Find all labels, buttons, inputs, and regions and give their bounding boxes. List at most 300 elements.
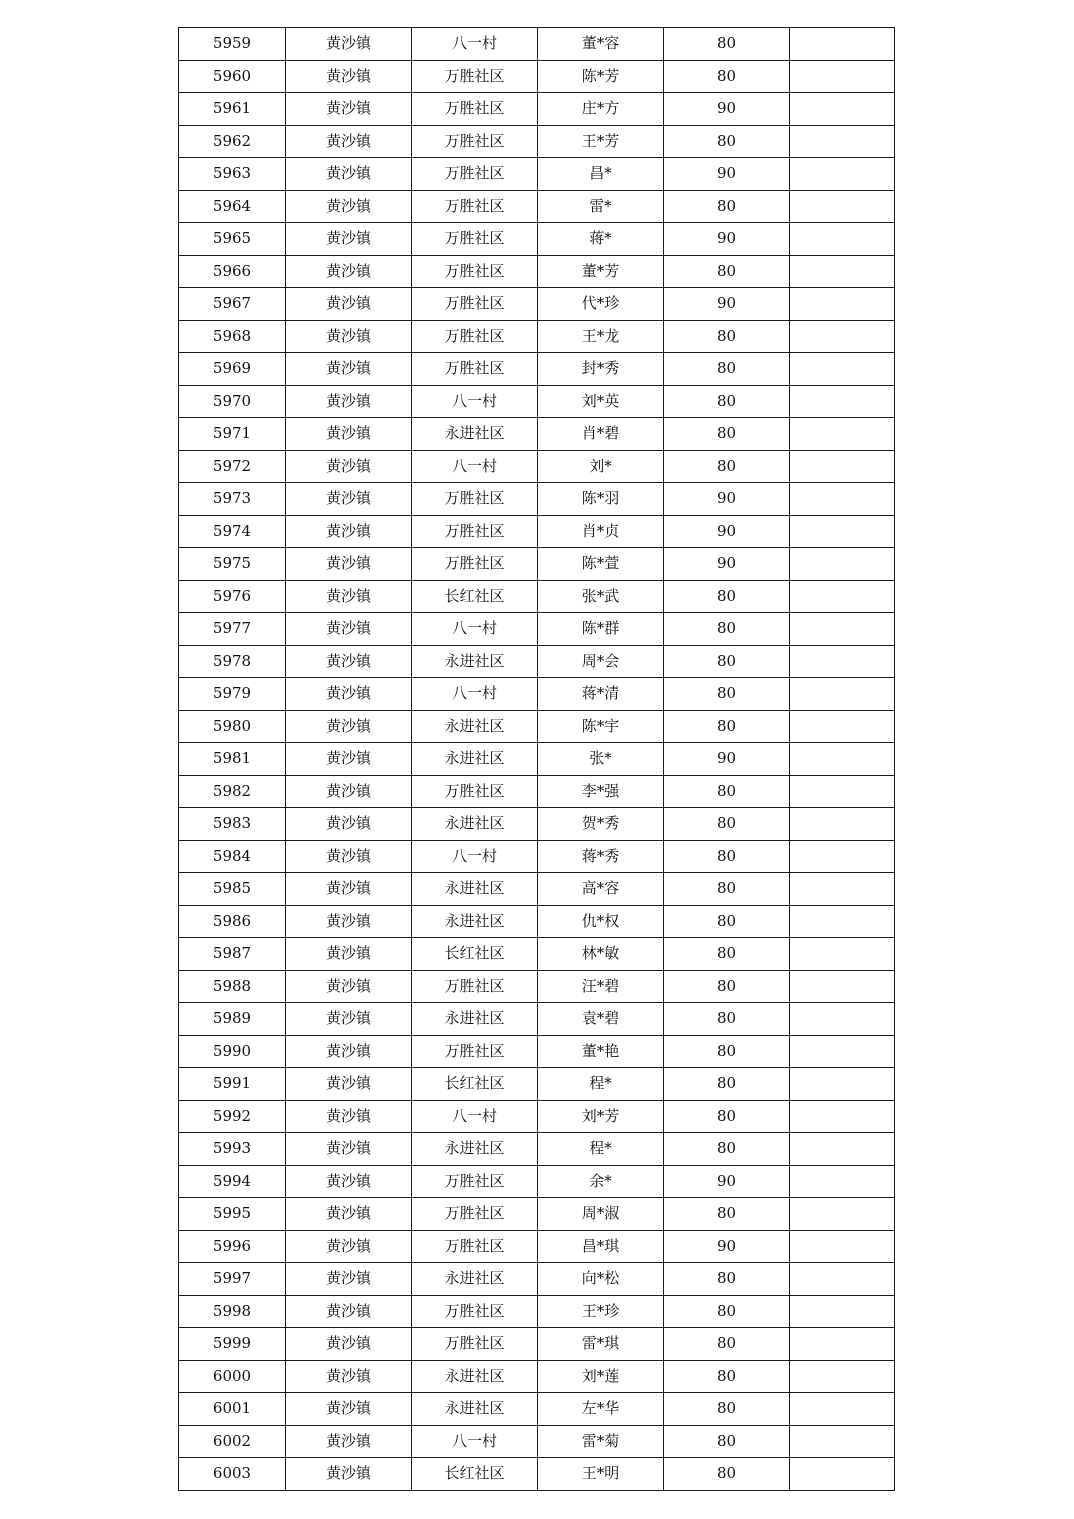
amount-cell: 80 bbox=[664, 60, 790, 93]
amount-cell: 80 bbox=[664, 320, 790, 353]
person-name-cell: 庄*方 bbox=[538, 93, 664, 126]
serial-number-cell: 5989 bbox=[179, 1003, 286, 1036]
amount-cell: 80 bbox=[664, 450, 790, 483]
table-row bbox=[179, 775, 895, 808]
person-name-cell: 左*华 bbox=[538, 1393, 664, 1426]
table-row bbox=[179, 1035, 895, 1068]
amount-cell: 80 bbox=[664, 613, 790, 646]
town-cell: 黄沙镇 bbox=[286, 775, 412, 808]
village-cell: 万胜社区 bbox=[412, 548, 538, 581]
person-name-cell: 陈*宇 bbox=[538, 710, 664, 743]
note-cell bbox=[790, 938, 895, 971]
serial-number-cell: 5963 bbox=[179, 158, 286, 191]
amount-cell: 90 bbox=[664, 743, 790, 776]
village-cell: 万胜社区 bbox=[412, 1165, 538, 1198]
town-cell: 黄沙镇 bbox=[286, 93, 412, 126]
town-cell: 黄沙镇 bbox=[286, 320, 412, 353]
town-cell: 黄沙镇 bbox=[286, 1230, 412, 1263]
table-row bbox=[179, 483, 895, 516]
amount-cell: 80 bbox=[664, 1295, 790, 1328]
village-cell: 万胜社区 bbox=[412, 288, 538, 321]
person-name-cell: 昌*琪 bbox=[538, 1230, 664, 1263]
town-cell: 黄沙镇 bbox=[286, 580, 412, 613]
serial-number-cell: 6002 bbox=[179, 1425, 286, 1458]
town-cell: 黄沙镇 bbox=[286, 548, 412, 581]
amount-cell: 80 bbox=[664, 645, 790, 678]
person-name-cell: 雷*菊 bbox=[538, 1425, 664, 1458]
person-name-cell: 昌* bbox=[538, 158, 664, 191]
table-row bbox=[179, 743, 895, 776]
serial-number-cell: 6003 bbox=[179, 1458, 286, 1491]
amount-cell: 80 bbox=[664, 580, 790, 613]
village-cell: 万胜社区 bbox=[412, 158, 538, 191]
serial-number-cell: 5999 bbox=[179, 1328, 286, 1361]
person-name-cell: 雷* bbox=[538, 190, 664, 223]
serial-number-cell: 5965 bbox=[179, 223, 286, 256]
serial-number-cell: 5995 bbox=[179, 1198, 286, 1231]
person-name-cell: 王*珍 bbox=[538, 1295, 664, 1328]
table-row bbox=[179, 418, 895, 451]
village-cell: 万胜社区 bbox=[412, 255, 538, 288]
person-name-cell: 袁*碧 bbox=[538, 1003, 664, 1036]
table-row bbox=[179, 580, 895, 613]
town-cell: 黄沙镇 bbox=[286, 1263, 412, 1296]
person-name-cell: 汪*碧 bbox=[538, 970, 664, 1003]
person-name-cell: 肖*贞 bbox=[538, 515, 664, 548]
roster-table bbox=[178, 27, 895, 1491]
village-cell: 八一村 bbox=[412, 450, 538, 483]
note-cell bbox=[790, 1263, 895, 1296]
village-cell: 永进社区 bbox=[412, 905, 538, 938]
table-row bbox=[179, 808, 895, 841]
person-name-cell: 陈*芳 bbox=[538, 60, 664, 93]
amount-cell: 80 bbox=[664, 970, 790, 1003]
serial-number-cell: 5979 bbox=[179, 678, 286, 711]
amount-cell: 90 bbox=[664, 288, 790, 321]
serial-number-cell: 5973 bbox=[179, 483, 286, 516]
note-cell bbox=[790, 678, 895, 711]
note-cell bbox=[790, 840, 895, 873]
note-cell bbox=[790, 1133, 895, 1166]
serial-number-cell: 5987 bbox=[179, 938, 286, 971]
table-row bbox=[179, 1003, 895, 1036]
serial-number-cell: 5975 bbox=[179, 548, 286, 581]
table-row bbox=[179, 255, 895, 288]
person-name-cell: 董*芳 bbox=[538, 255, 664, 288]
amount-cell: 80 bbox=[664, 190, 790, 223]
table-row bbox=[179, 158, 895, 191]
amount-cell: 90 bbox=[664, 158, 790, 191]
town-cell: 黄沙镇 bbox=[286, 223, 412, 256]
person-name-cell: 肖*碧 bbox=[538, 418, 664, 451]
roster-table-body bbox=[179, 28, 895, 1491]
village-cell: 永进社区 bbox=[412, 710, 538, 743]
table-row bbox=[179, 60, 895, 93]
person-name-cell: 程* bbox=[538, 1133, 664, 1166]
amount-cell: 80 bbox=[664, 385, 790, 418]
amount-cell: 80 bbox=[664, 938, 790, 971]
note-cell bbox=[790, 1198, 895, 1231]
amount-cell: 80 bbox=[664, 1458, 790, 1491]
amount-cell: 80 bbox=[664, 255, 790, 288]
serial-number-cell: 5960 bbox=[179, 60, 286, 93]
person-name-cell: 高*容 bbox=[538, 873, 664, 906]
person-name-cell: 周*淑 bbox=[538, 1198, 664, 1231]
amount-cell: 80 bbox=[664, 1100, 790, 1133]
town-cell: 黄沙镇 bbox=[286, 158, 412, 191]
person-name-cell: 周*会 bbox=[538, 645, 664, 678]
serial-number-cell: 5974 bbox=[179, 515, 286, 548]
town-cell: 黄沙镇 bbox=[286, 1295, 412, 1328]
table-row bbox=[179, 873, 895, 906]
table-row bbox=[179, 1230, 895, 1263]
town-cell: 黄沙镇 bbox=[286, 1425, 412, 1458]
serial-number-cell: 5964 bbox=[179, 190, 286, 223]
serial-number-cell: 5966 bbox=[179, 255, 286, 288]
village-cell: 长红社区 bbox=[412, 1458, 538, 1491]
serial-number-cell: 5990 bbox=[179, 1035, 286, 1068]
person-name-cell: 雷*琪 bbox=[538, 1328, 664, 1361]
table-row bbox=[179, 1198, 895, 1231]
town-cell: 黄沙镇 bbox=[286, 1100, 412, 1133]
person-name-cell: 陈*群 bbox=[538, 613, 664, 646]
town-cell: 黄沙镇 bbox=[286, 938, 412, 971]
village-cell: 万胜社区 bbox=[412, 515, 538, 548]
town-cell: 黄沙镇 bbox=[286, 288, 412, 321]
person-name-cell: 张* bbox=[538, 743, 664, 776]
amount-cell: 80 bbox=[664, 1328, 790, 1361]
person-name-cell: 程* bbox=[538, 1068, 664, 1101]
table-row bbox=[179, 93, 895, 126]
amount-cell: 80 bbox=[664, 840, 790, 873]
serial-number-cell: 5961 bbox=[179, 93, 286, 126]
note-cell bbox=[790, 1295, 895, 1328]
town-cell: 黄沙镇 bbox=[286, 678, 412, 711]
village-cell: 永进社区 bbox=[412, 1393, 538, 1426]
serial-number-cell: 5983 bbox=[179, 808, 286, 841]
village-cell: 万胜社区 bbox=[412, 125, 538, 158]
village-cell: 万胜社区 bbox=[412, 1198, 538, 1231]
village-cell: 八一村 bbox=[412, 1425, 538, 1458]
table-row bbox=[179, 125, 895, 158]
village-cell: 万胜社区 bbox=[412, 1230, 538, 1263]
town-cell: 黄沙镇 bbox=[286, 255, 412, 288]
town-cell: 黄沙镇 bbox=[286, 125, 412, 158]
town-cell: 黄沙镇 bbox=[286, 353, 412, 386]
note-cell bbox=[790, 1425, 895, 1458]
town-cell: 黄沙镇 bbox=[286, 190, 412, 223]
table-row bbox=[179, 190, 895, 223]
table-row bbox=[179, 613, 895, 646]
serial-number-cell: 6001 bbox=[179, 1393, 286, 1426]
serial-number-cell: 5994 bbox=[179, 1165, 286, 1198]
town-cell: 黄沙镇 bbox=[286, 1165, 412, 1198]
person-name-cell: 陈*萱 bbox=[538, 548, 664, 581]
serial-number-cell: 5967 bbox=[179, 288, 286, 321]
amount-cell: 80 bbox=[664, 1133, 790, 1166]
village-cell: 八一村 bbox=[412, 613, 538, 646]
note-cell bbox=[790, 905, 895, 938]
note-cell bbox=[790, 970, 895, 1003]
serial-number-cell: 5978 bbox=[179, 645, 286, 678]
table-row bbox=[179, 450, 895, 483]
village-cell: 永进社区 bbox=[412, 1133, 538, 1166]
town-cell: 黄沙镇 bbox=[286, 905, 412, 938]
village-cell: 永进社区 bbox=[412, 873, 538, 906]
amount-cell: 80 bbox=[664, 1198, 790, 1231]
town-cell: 黄沙镇 bbox=[286, 1133, 412, 1166]
note-cell bbox=[790, 548, 895, 581]
table-row bbox=[179, 678, 895, 711]
village-cell: 万胜社区 bbox=[412, 190, 538, 223]
village-cell: 万胜社区 bbox=[412, 320, 538, 353]
serial-number-cell: 6000 bbox=[179, 1360, 286, 1393]
amount-cell: 80 bbox=[664, 1003, 790, 1036]
town-cell: 黄沙镇 bbox=[286, 1035, 412, 1068]
serial-number-cell: 5976 bbox=[179, 580, 286, 613]
note-cell bbox=[790, 1360, 895, 1393]
amount-cell: 80 bbox=[664, 353, 790, 386]
table-row bbox=[179, 288, 895, 321]
table-row bbox=[179, 970, 895, 1003]
town-cell: 黄沙镇 bbox=[286, 840, 412, 873]
table-row bbox=[179, 515, 895, 548]
village-cell: 八一村 bbox=[412, 840, 538, 873]
town-cell: 黄沙镇 bbox=[286, 1068, 412, 1101]
person-name-cell: 林*敏 bbox=[538, 938, 664, 971]
note-cell bbox=[790, 223, 895, 256]
serial-number-cell: 5982 bbox=[179, 775, 286, 808]
serial-number-cell: 5969 bbox=[179, 353, 286, 386]
serial-number-cell: 5998 bbox=[179, 1295, 286, 1328]
amount-cell: 80 bbox=[664, 1360, 790, 1393]
person-name-cell: 蒋*秀 bbox=[538, 840, 664, 873]
village-cell: 永进社区 bbox=[412, 1003, 538, 1036]
amount-cell: 80 bbox=[664, 1393, 790, 1426]
person-name-cell: 代*珍 bbox=[538, 288, 664, 321]
table-row bbox=[179, 353, 895, 386]
town-cell: 黄沙镇 bbox=[286, 385, 412, 418]
table-row bbox=[179, 1100, 895, 1133]
person-name-cell: 余* bbox=[538, 1165, 664, 1198]
amount-cell: 90 bbox=[664, 483, 790, 516]
serial-number-cell: 5959 bbox=[179, 28, 286, 61]
town-cell: 黄沙镇 bbox=[286, 483, 412, 516]
table-row bbox=[179, 28, 895, 61]
person-name-cell: 封*秀 bbox=[538, 353, 664, 386]
town-cell: 黄沙镇 bbox=[286, 1198, 412, 1231]
note-cell bbox=[790, 1230, 895, 1263]
note-cell bbox=[790, 1393, 895, 1426]
town-cell: 黄沙镇 bbox=[286, 1360, 412, 1393]
note-cell bbox=[790, 93, 895, 126]
person-name-cell: 王*芳 bbox=[538, 125, 664, 158]
person-name-cell: 仇*权 bbox=[538, 905, 664, 938]
town-cell: 黄沙镇 bbox=[286, 1458, 412, 1491]
village-cell: 万胜社区 bbox=[412, 223, 538, 256]
town-cell: 黄沙镇 bbox=[286, 450, 412, 483]
village-cell: 万胜社区 bbox=[412, 970, 538, 1003]
table-row bbox=[179, 223, 895, 256]
note-cell bbox=[790, 1003, 895, 1036]
amount-cell: 80 bbox=[664, 775, 790, 808]
note-cell bbox=[790, 483, 895, 516]
person-name-cell: 蒋* bbox=[538, 223, 664, 256]
town-cell: 黄沙镇 bbox=[286, 418, 412, 451]
village-cell: 万胜社区 bbox=[412, 1035, 538, 1068]
village-cell: 长红社区 bbox=[412, 580, 538, 613]
person-name-cell: 向*松 bbox=[538, 1263, 664, 1296]
table-row bbox=[179, 645, 895, 678]
note-cell bbox=[790, 418, 895, 451]
note-cell bbox=[790, 255, 895, 288]
note-cell bbox=[790, 1458, 895, 1491]
amount-cell: 90 bbox=[664, 1230, 790, 1263]
serial-number-cell: 5962 bbox=[179, 125, 286, 158]
note-cell bbox=[790, 1100, 895, 1133]
town-cell: 黄沙镇 bbox=[286, 970, 412, 1003]
amount-cell: 80 bbox=[664, 125, 790, 158]
amount-cell: 80 bbox=[664, 28, 790, 61]
serial-number-cell: 5981 bbox=[179, 743, 286, 776]
note-cell bbox=[790, 743, 895, 776]
person-name-cell: 刘*英 bbox=[538, 385, 664, 418]
note-cell bbox=[790, 873, 895, 906]
village-cell: 永进社区 bbox=[412, 645, 538, 678]
village-cell: 长红社区 bbox=[412, 1068, 538, 1101]
village-cell: 万胜社区 bbox=[412, 1328, 538, 1361]
amount-cell: 80 bbox=[664, 808, 790, 841]
table-row bbox=[179, 1328, 895, 1361]
town-cell: 黄沙镇 bbox=[286, 1328, 412, 1361]
table-row bbox=[179, 710, 895, 743]
note-cell bbox=[790, 60, 895, 93]
amount-cell: 80 bbox=[664, 1068, 790, 1101]
serial-number-cell: 5988 bbox=[179, 970, 286, 1003]
village-cell: 八一村 bbox=[412, 1100, 538, 1133]
note-cell bbox=[790, 645, 895, 678]
town-cell: 黄沙镇 bbox=[286, 1393, 412, 1426]
serial-number-cell: 5992 bbox=[179, 1100, 286, 1133]
village-cell: 万胜社区 bbox=[412, 60, 538, 93]
town-cell: 黄沙镇 bbox=[286, 28, 412, 61]
amount-cell: 90 bbox=[664, 515, 790, 548]
person-name-cell: 陈*羽 bbox=[538, 483, 664, 516]
person-name-cell: 董*容 bbox=[538, 28, 664, 61]
amount-cell: 80 bbox=[664, 678, 790, 711]
village-cell: 永进社区 bbox=[412, 1263, 538, 1296]
town-cell: 黄沙镇 bbox=[286, 515, 412, 548]
table-row bbox=[179, 840, 895, 873]
note-cell bbox=[790, 1328, 895, 1361]
village-cell: 八一村 bbox=[412, 28, 538, 61]
table-row bbox=[179, 938, 895, 971]
table-row bbox=[179, 1165, 895, 1198]
serial-number-cell: 5972 bbox=[179, 450, 286, 483]
serial-number-cell: 5991 bbox=[179, 1068, 286, 1101]
serial-number-cell: 5996 bbox=[179, 1230, 286, 1263]
serial-number-cell: 5985 bbox=[179, 873, 286, 906]
serial-number-cell: 5984 bbox=[179, 840, 286, 873]
table-row bbox=[179, 385, 895, 418]
person-name-cell: 贺*秀 bbox=[538, 808, 664, 841]
person-name-cell: 王*龙 bbox=[538, 320, 664, 353]
note-cell bbox=[790, 775, 895, 808]
table-row bbox=[179, 905, 895, 938]
note-cell bbox=[790, 450, 895, 483]
table-row bbox=[179, 1458, 895, 1491]
amount-cell: 80 bbox=[664, 418, 790, 451]
person-name-cell: 张*武 bbox=[538, 580, 664, 613]
table-row bbox=[179, 548, 895, 581]
town-cell: 黄沙镇 bbox=[286, 60, 412, 93]
table-row bbox=[179, 1068, 895, 1101]
village-cell: 长红社区 bbox=[412, 938, 538, 971]
note-cell bbox=[790, 515, 895, 548]
person-name-cell: 刘*芳 bbox=[538, 1100, 664, 1133]
note-cell bbox=[790, 1068, 895, 1101]
amount-cell: 80 bbox=[664, 710, 790, 743]
note-cell bbox=[790, 158, 895, 191]
note-cell bbox=[790, 1165, 895, 1198]
town-cell: 黄沙镇 bbox=[286, 743, 412, 776]
table-row bbox=[179, 1425, 895, 1458]
village-cell: 永进社区 bbox=[412, 1360, 538, 1393]
table-row bbox=[179, 1263, 895, 1296]
serial-number-cell: 5997 bbox=[179, 1263, 286, 1296]
table-row bbox=[179, 320, 895, 353]
serial-number-cell: 5970 bbox=[179, 385, 286, 418]
person-name-cell: 刘*莲 bbox=[538, 1360, 664, 1393]
amount-cell: 80 bbox=[664, 873, 790, 906]
person-name-cell: 刘* bbox=[538, 450, 664, 483]
town-cell: 黄沙镇 bbox=[286, 710, 412, 743]
village-cell: 万胜社区 bbox=[412, 353, 538, 386]
note-cell bbox=[790, 580, 895, 613]
village-cell: 八一村 bbox=[412, 385, 538, 418]
serial-number-cell: 5971 bbox=[179, 418, 286, 451]
serial-number-cell: 5968 bbox=[179, 320, 286, 353]
note-cell bbox=[790, 125, 895, 158]
note-cell bbox=[790, 353, 895, 386]
town-cell: 黄沙镇 bbox=[286, 808, 412, 841]
village-cell: 万胜社区 bbox=[412, 483, 538, 516]
village-cell: 万胜社区 bbox=[412, 775, 538, 808]
amount-cell: 90 bbox=[664, 548, 790, 581]
person-name-cell: 董*艳 bbox=[538, 1035, 664, 1068]
amount-cell: 90 bbox=[664, 93, 790, 126]
town-cell: 黄沙镇 bbox=[286, 645, 412, 678]
serial-number-cell: 5986 bbox=[179, 905, 286, 938]
note-cell bbox=[790, 808, 895, 841]
town-cell: 黄沙镇 bbox=[286, 1003, 412, 1036]
village-cell: 永进社区 bbox=[412, 743, 538, 776]
note-cell bbox=[790, 28, 895, 61]
table-row bbox=[179, 1393, 895, 1426]
note-cell bbox=[790, 1035, 895, 1068]
village-cell: 八一村 bbox=[412, 678, 538, 711]
table-row bbox=[179, 1133, 895, 1166]
note-cell bbox=[790, 385, 895, 418]
village-cell: 万胜社区 bbox=[412, 93, 538, 126]
note-cell bbox=[790, 190, 895, 223]
amount-cell: 80 bbox=[664, 905, 790, 938]
village-cell: 万胜社区 bbox=[412, 1295, 538, 1328]
person-name-cell: 王*明 bbox=[538, 1458, 664, 1491]
table-row bbox=[179, 1360, 895, 1393]
serial-number-cell: 5993 bbox=[179, 1133, 286, 1166]
town-cell: 黄沙镇 bbox=[286, 873, 412, 906]
